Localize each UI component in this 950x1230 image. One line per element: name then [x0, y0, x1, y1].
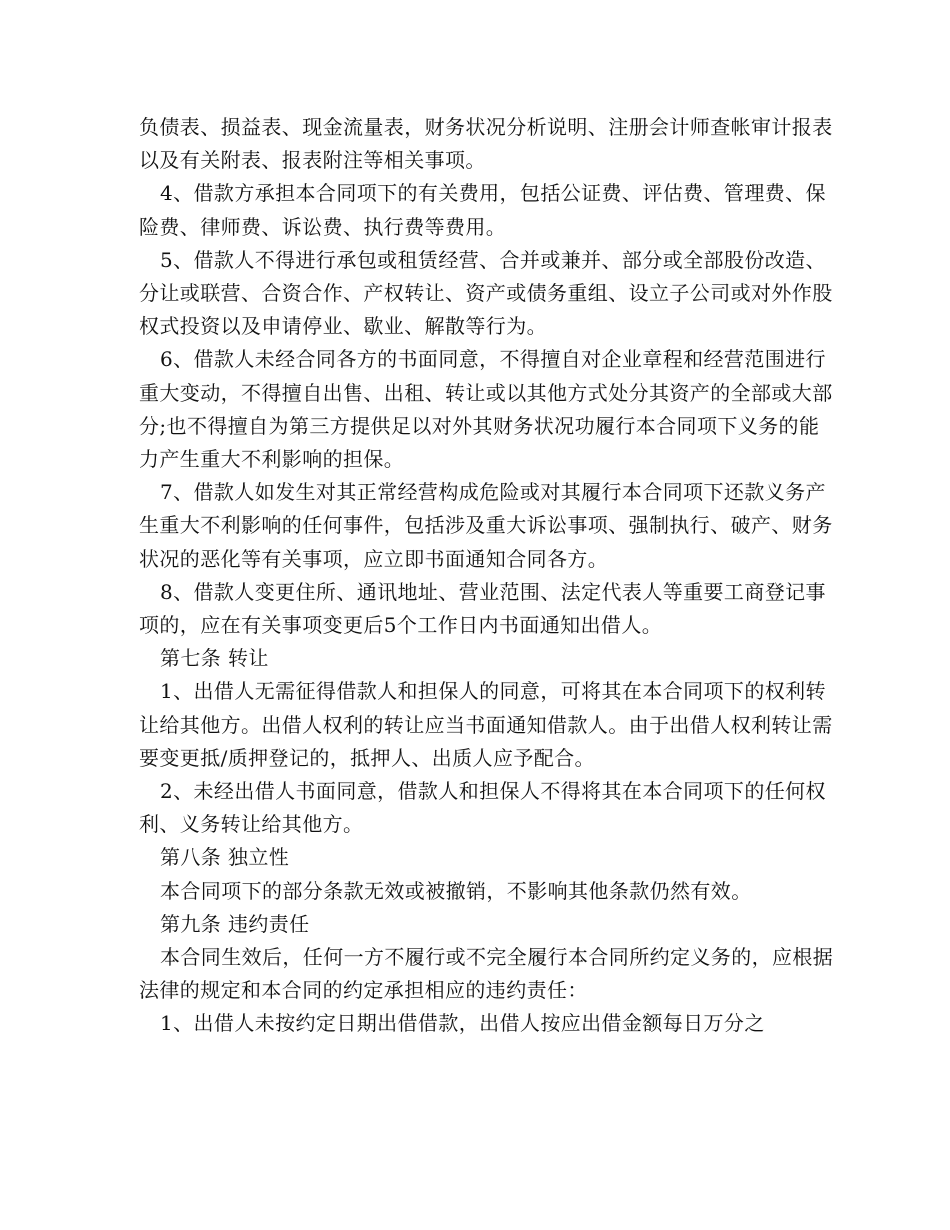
- paragraph: 4、借款方承担本合同项下的有关费用，包括公证费、评估费、管理费、保险费、律师费、诉讼费、执行费等费用。: [139, 181, 826, 239]
- paragraph: 1、出借人未按约定日期出借借款，出借人按应出借金额每日万分之: [160, 1011, 765, 1036]
- document-body: [139, 111, 839, 1041]
- paragraph: 本合同项下的部分条款无效或被撤销，不影响其他条款仍然有效。: [160, 878, 752, 903]
- section-heading: 第九条 违约责任: [160, 911, 310, 936]
- section-heading: 第七条 转让: [160, 646, 269, 671]
- paragraph: 1、出借人无需征得借款人和担保人的同意，可将其在本合同项下的权利转让给其他方。出借人权利的转让应当书面通知借款人。由于出借人权利转让需要变更抵/质押登记的，抵押人、出质人应予配合。: [139, 679, 833, 770]
- paragraph: 负债表、损益表、现金流量表，财务状况分析说明、注册会计师查帐审计报表以及有关附表、报表附注等相关事项。: [139, 115, 833, 173]
- paragraph: 7、借款人如发生对其正常经营构成危险或对其履行本合同项下还款义务产生重大不利影响的任何事件，包括涉及重大诉讼事项、强制执行、破产、财务状况的恶化等有关事项，应立即书面通知合同各方。: [139, 480, 833, 571]
- paragraph: 8、借款人变更住所、通讯地址、营业范围、法定代表人等重要工商登记事项的，应在有关事项变更后5个工作日内书面通知出借人。: [139, 579, 826, 638]
- paragraph: 6、借款人未经合同各方的书面同意，不得擅自对企业章程和经营范围进行重大变动，不得擅自出售、出租、转让或以其他方式处分其资产的全部或大部分;也不得擅自为第三方提供足以对外其财务状况功履行本合同项下义务的能力产生重大不利影响的担保。: [139, 347, 833, 472]
- paragraph: 2、未经出借人书面同意，借款人和担保人不得将其在本合同项下的任何权利、义务转让给其他方。: [139, 779, 826, 837]
- paragraph: 5、借款人不得进行承包或租赁经营、合并或兼并、部分或全部股份改造、分让或联营、合资合作、产权转让、资产或债务重组、设立子公司或对外作股权式投资以及申请停业、歇业、解散等行为。: [139, 247, 833, 339]
- section-heading: 第八条 独立性: [160, 845, 290, 870]
- paragraph: 本合同生效后，任何一方不履行或不完全履行本合同所约定义务的，应根据法律的规定和本合同的约定承担相应的违约责任：: [139, 945, 834, 1003]
